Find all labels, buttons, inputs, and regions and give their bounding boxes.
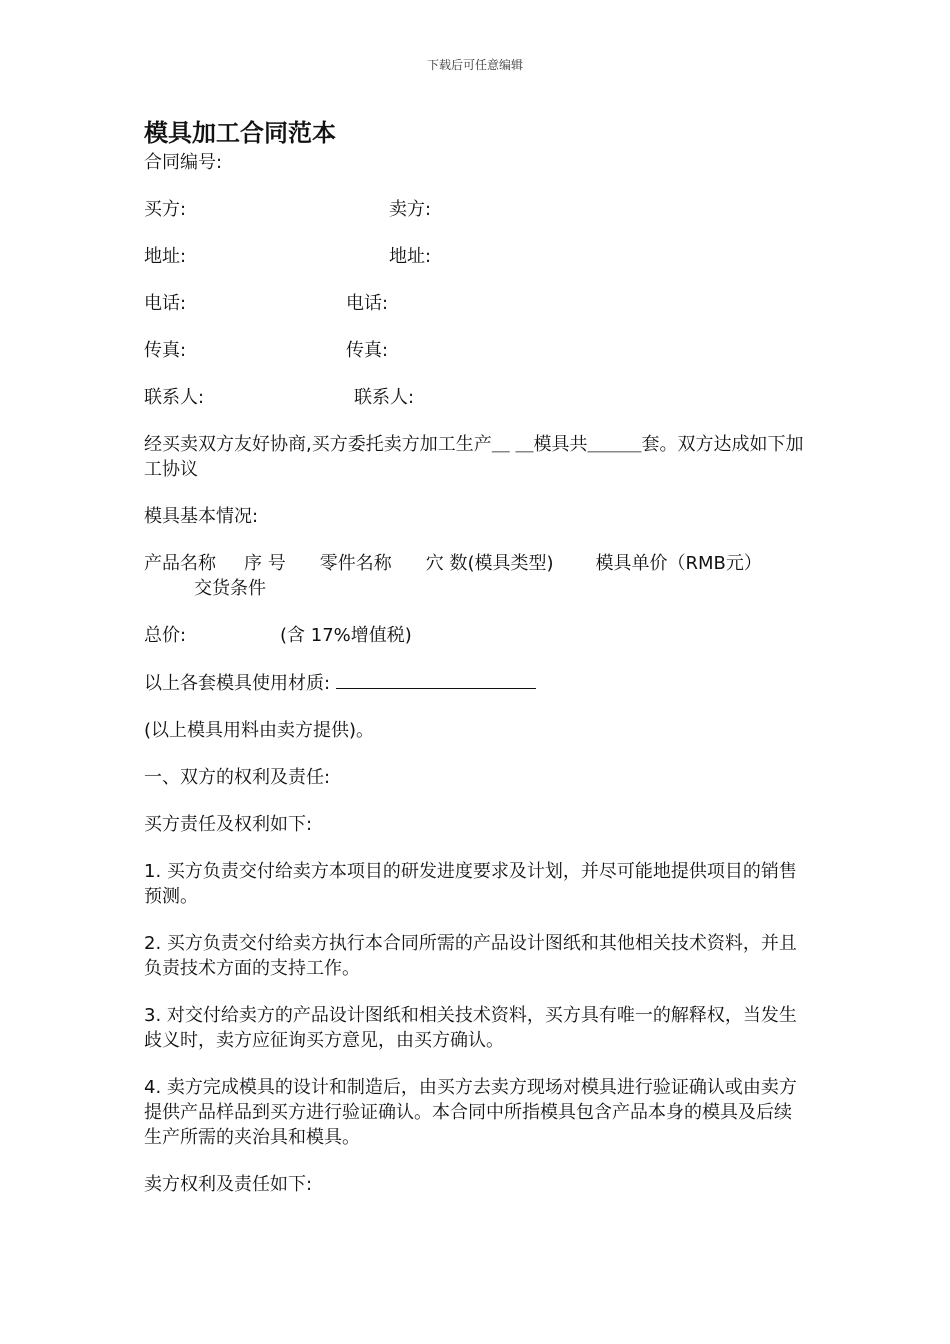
party-row-fax (144, 338, 809, 363)
material-note: (以上模具用料由卖方提供)。 (144, 720, 375, 741)
buyer-duties-title: 买方责任及权利如下: (144, 814, 313, 835)
buyer-duty-item: 2. 买方负责交付给卖方执行本合同所需的产品设计图纸和其他相关技术资料，并且负责技术方面的支持工作。 (144, 933, 797, 979)
column-unit-price: 模具单价（RMB元） (595, 553, 762, 574)
seller-fax-label: 传真: (346, 340, 389, 361)
contract-number-label: 合同编号: (144, 152, 223, 173)
document-title: 模具加工合同范本 (144, 119, 336, 147)
column-cavity-count: 穴 数(模具类型) (425, 553, 554, 574)
party-row-phone (144, 291, 809, 316)
buyer-phone-label: 电话: (144, 293, 187, 314)
material-label: 以上各套模具使用材质: (144, 673, 331, 694)
party-row-contact (144, 385, 809, 410)
seller-label: 卖方: (389, 199, 432, 220)
intro-paragraph: 经买卖双方友好协商,买方委托卖方加工生产＿ ＿模具共＿＿＿套。双方达成如下加工协议 (144, 434, 804, 480)
buyer-duty-item: 3. 对交付给卖方的产品设计图纸和相关技术资料，买方具有唯一的解释权，当发生歧义时，卖方应征询买方意见，由买方确认。 (144, 1005, 797, 1051)
buyer-duty-item: 4. 卖方完成模具的设计和制造后，由买方去卖方现场对模具进行验证确认或由卖方提供产品样品到买方进行验证确认。本合同中所指模具包含产品本身的模具及后续生产所需的夹治具和模具。 (144, 1077, 797, 1148)
seller-phone-label: 电话: (346, 293, 389, 314)
document-body (144, 116, 809, 1197)
material-blank (336, 670, 536, 689)
seller-contact-label: 联系人: (354, 387, 415, 408)
buyer-fax-label: 传真: (144, 340, 187, 361)
material-row (144, 670, 809, 696)
column-serial-no: 序 号 (244, 553, 286, 574)
buyer-duty-item: 1. 买方负责交付给卖方本项目的研发进度要求及计划，并尽可能地提供项目的销售预测。 (144, 861, 797, 907)
basic-info-label: 模具基本情况: (144, 506, 259, 527)
party-row-address (144, 244, 809, 269)
section-1-title: 一、双方的权利及责任: (144, 767, 331, 788)
party-row-name (144, 197, 809, 222)
buyer-address-label: 地址: (144, 246, 187, 267)
total-price-label: 总价: (144, 625, 187, 646)
page-header-note: 下载后可任意编辑 (426, 58, 523, 72)
total-price-note: (含 17%增值税) (280, 625, 412, 646)
column-part-name: 零件名称 (319, 553, 392, 574)
buyer-label: 买方: (144, 199, 187, 220)
seller-address-label: 地址: (389, 246, 432, 267)
seller-duties-title: 卖方权利及责任如下: (144, 1174, 313, 1195)
mold-table-header (144, 551, 764, 601)
column-delivery-terms: 交货条件 (194, 578, 266, 599)
buyer-contact-label: 联系人: (144, 387, 205, 408)
total-price-row (144, 623, 809, 648)
column-product-name: 产品名称 (144, 553, 216, 574)
